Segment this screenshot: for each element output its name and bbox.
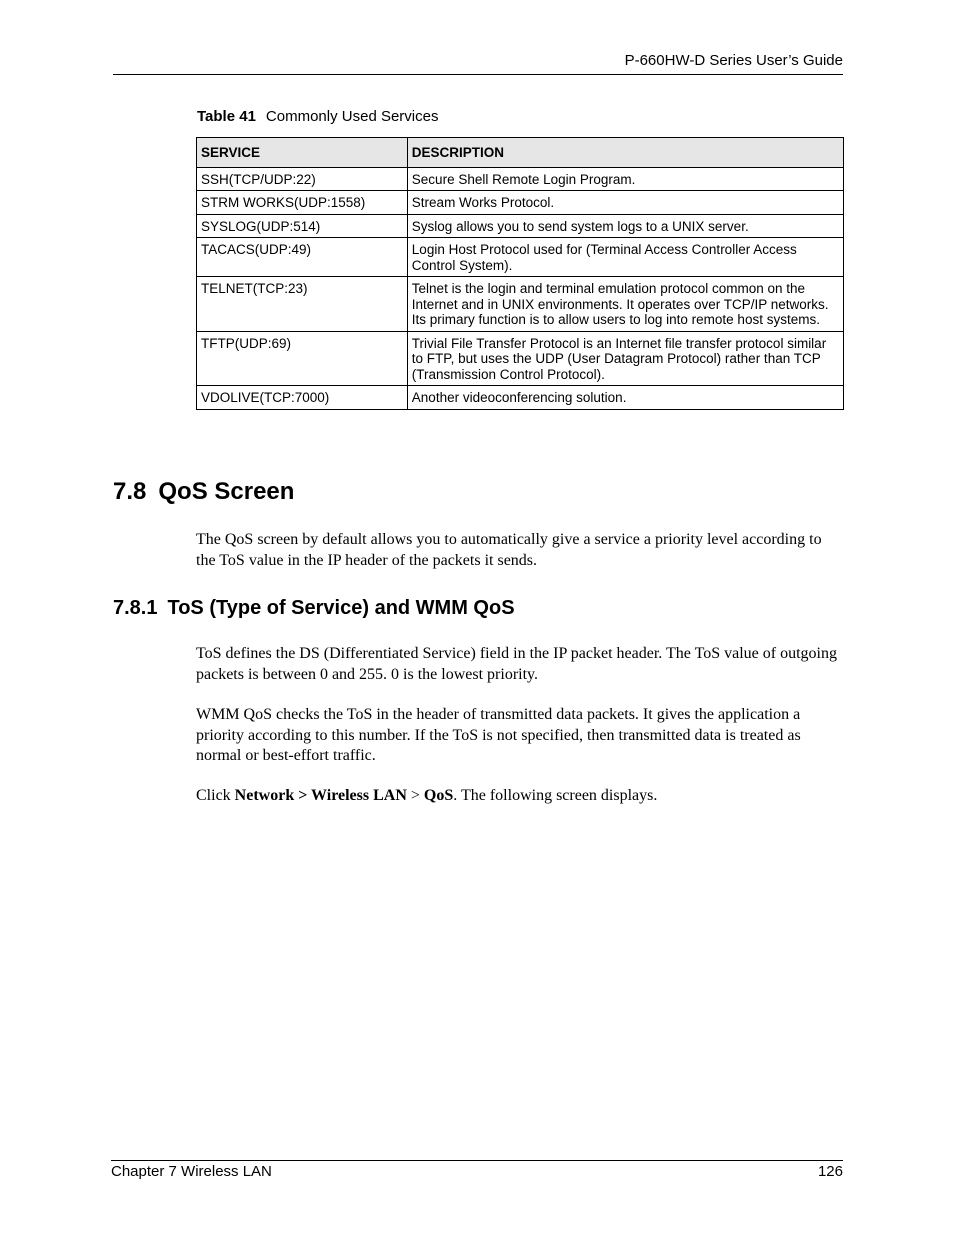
wmm-paragraph: WMM QoS checks the ToS in the header of transmitted data packets. It gives the application a priority according to this number. If the ToS is not specified, then transmitted data is treated as normal or best-effort traffic. [196, 706, 801, 764]
menu-path-qos: QoS [423, 787, 454, 804]
section-number: 7.8 [113, 478, 147, 505]
table-caption-number: Table 41 [197, 108, 256, 125]
service-cell: TFTP(UDP:69) [197, 331, 408, 386]
description-cell: Login Host Protocol used for (Terminal Access Controller Access Control System). [407, 238, 843, 277]
subsection-title: ToS (Type of Service) and WMM QoS [167, 597, 515, 619]
description-cell: Stream Works Protocol. [407, 191, 843, 215]
service-cell: SYSLOG(UDP:514) [197, 214, 408, 238]
page-footer [111, 1160, 843, 1183]
click-instruction-paragraph [196, 786, 844, 807]
table-caption [197, 108, 438, 125]
table-row [197, 167, 844, 191]
description-cell: Another videoconferencing solution. [407, 386, 843, 410]
description-cell: Secure Shell Remote Login Program. [407, 167, 843, 191]
table-row [197, 277, 844, 332]
service-cell: VDOLIVE(TCP:7000) [197, 386, 408, 410]
service-cell: STRM WORKS(UDP:1558) [197, 191, 408, 215]
chapter-title: Chapter 7 Wireless LAN [111, 1163, 272, 1180]
description-cell: Telnet is the login and terminal emulation protocol common on the Internet and in UNIX environments. It operates over TCP/IP networks. Its primary function is to allow users to log into remote host systems. [407, 277, 843, 332]
table-row [197, 386, 844, 410]
section-heading [113, 478, 294, 506]
table-row [197, 331, 844, 386]
services-table [196, 137, 844, 410]
subsection-heading [113, 597, 515, 620]
subsection-number: 7.8.1 [113, 597, 158, 619]
menu-path-separator: > [406, 787, 424, 804]
column-header-description: DESCRIPTION [407, 138, 843, 168]
table-row [197, 191, 844, 215]
service-cell: SSH(TCP/UDP:22) [197, 167, 408, 191]
table-header-row [197, 138, 844, 168]
table-row [197, 214, 844, 238]
click-prefix: Click [196, 787, 235, 804]
service-cell: TACACS(UDP:49) [197, 238, 408, 277]
guide-title: P-660HW-D Series User’s Guide [624, 52, 843, 69]
column-header-service: SERVICE [197, 138, 408, 168]
page-header [113, 50, 843, 75]
section-intro-paragraph: The QoS screen by default allows you to automatically give a service a priority level according to the ToS value in the IP header of the packets it sends. [196, 531, 822, 569]
description-cell: Trivial File Transfer Protocol is an Internet file transfer protocol similar to FTP, but uses the UDP (User Datagram Protocol) rather than TCP (Transmission Control Protocol). [407, 331, 843, 386]
click-suffix: . The following screen displays. [453, 787, 658, 804]
menu-path-network-wireless-lan: Network > Wireless LAN [234, 787, 407, 804]
description-cell: Syslog allows you to send system logs to a UNIX server. [407, 214, 843, 238]
table-row [197, 238, 844, 277]
tos-paragraph: ToS defines the DS (Differentiated Service) field in the IP packet header. The ToS value of outgoing packets is between 0 and 255. 0 is the lowest priority. [196, 645, 837, 683]
page-number: 126 [817, 1163, 843, 1180]
table-caption-title: Commonly Used Services [265, 108, 439, 125]
section-title: QoS Screen [158, 478, 295, 505]
service-cell: TELNET(TCP:23) [197, 277, 408, 332]
